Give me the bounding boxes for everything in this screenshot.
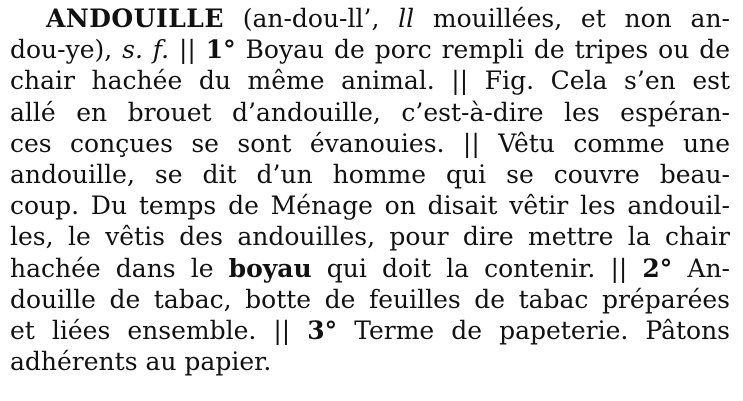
entry-text: 1°: [205, 35, 236, 65]
entry-line: [10, 315, 730, 346]
entry-text: qui doit la contenir. ||: [311, 253, 643, 283]
entry-text: (an-dou-ll’,: [223, 4, 399, 33]
entry-text: ||: [169, 35, 206, 65]
entry-text: Boyau de porc rempli de tripes ou de: [235, 35, 730, 65]
entry-line: [10, 253, 730, 284]
entry-text: An-: [672, 253, 731, 283]
entry-text: Terme de papeterie. Pâtons: [337, 316, 731, 346]
entry-line: [10, 3, 730, 34]
entry-text: 3°: [307, 316, 338, 346]
entry-text: chair hachée du même animal. || Fig. Cela s’en est: [10, 66, 730, 96]
entry-text: mouillées, et non an-: [414, 4, 730, 33]
entry-text: coup. Du temps de Ménage on disait vêtir les andouil-: [10, 191, 730, 221]
entry-text: 2°: [642, 253, 673, 283]
entry-text: andouille, se dit d’un homme qui se couvre beau-: [10, 160, 730, 190]
entry-line: [10, 159, 730, 190]
entry-text: douille de tabac, botte de feuilles de tabac préparées: [10, 284, 730, 314]
entry-text: dou-ye),: [10, 35, 123, 65]
entry-text: les, le vêtis des andouilles, pour dire mettre la chair: [10, 222, 730, 252]
entry-line: [10, 97, 730, 128]
entry-text: allé en brouet d’andouille, c’est-à-dire les espéran-: [10, 97, 730, 127]
entry-text: s. f.: [122, 35, 170, 65]
headword: ANDOUILLE: [46, 4, 224, 33]
entry-text: ces conçues se sont évanouies. || Vêtu comme une: [10, 128, 730, 158]
entry-text: adhérents au papier.: [10, 347, 272, 377]
entry-text: et liées ensemble. ||: [10, 316, 308, 346]
entry-line: [10, 128, 730, 159]
entry-line: [10, 221, 730, 252]
entry-text: ll: [398, 4, 415, 33]
entry-text: boyau: [228, 253, 312, 283]
entry-line: [10, 65, 730, 96]
entry-line: [10, 284, 730, 315]
entry-line: [10, 34, 730, 65]
entry-line: [10, 190, 730, 221]
dictionary-entry: [10, 3, 730, 377]
entry-text: hachée dans le: [10, 253, 229, 283]
entry-line: [10, 346, 730, 377]
